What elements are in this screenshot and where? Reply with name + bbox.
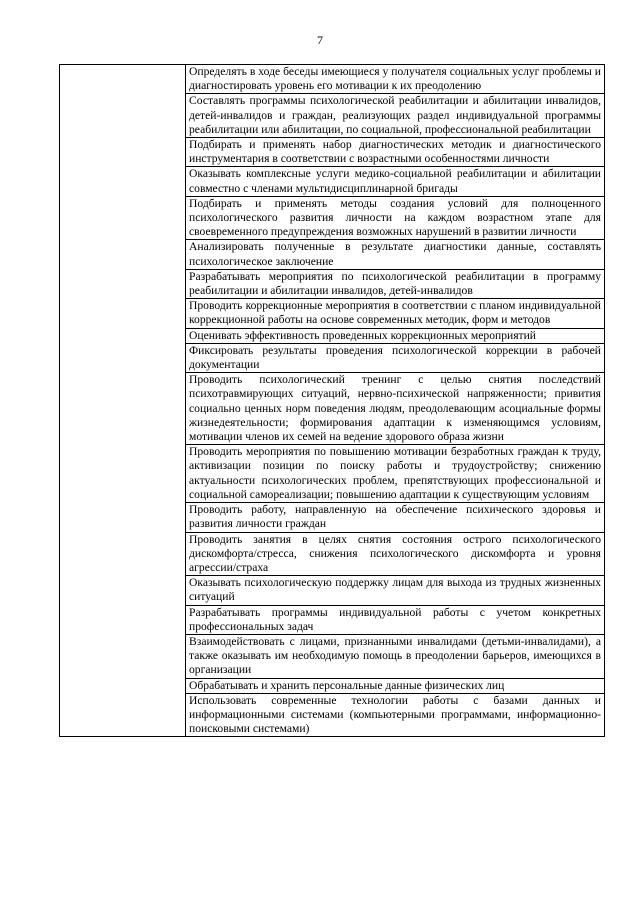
duty-text: Проводить работу, направленную на обеспечение психического здоровья и развития личности граждан: [189, 503, 601, 531]
page-number: 7: [317, 33, 323, 47]
duty-text: Подбирать и применять набор диагностических методик и диагностического инструментария в соответствии с возрастными особенностями личности: [189, 138, 601, 166]
duty-cell: [186, 299, 605, 328]
duty-cell: [186, 634, 605, 678]
duty-cell: [186, 269, 605, 298]
duty-text: Фиксировать результаты проведения психологической коррекции в рабочей документации: [189, 343, 601, 372]
duty-cell: [186, 167, 605, 196]
duty-text: Разрабатывать мероприятия по психологической реабилитации в программу реабилитации и абилитации инвалидов, детей-инвалидов: [189, 269, 601, 298]
duty-cell: [186, 605, 605, 634]
duty-cell: [186, 328, 605, 343]
duty-cell: [186, 693, 605, 737]
merged-left-cell: [60, 65, 186, 737]
duty-text: Обрабатывать и хранить персональные данные физических лиц: [189, 678, 505, 692]
duty-cell: [186, 678, 605, 693]
duty-text: Взаимодействовать с лицами, признанными инвалидами (детьми-инвалидами), а также оказывать им необходимую помощь в преодолении барьеров, имеющихся в организации: [189, 634, 601, 677]
duty-text: Проводить коррекционные мероприятия в соответствии с планом индивидуальной коррекционной работы на основе современных методик, форм и методов: [189, 299, 601, 327]
duty-cell: [186, 343, 605, 372]
labor-actions-table: [59, 64, 605, 737]
duty-text: Оказывать психологическую поддержку лицам для выхода из трудных жизненных ситуаций: [189, 576, 601, 604]
duty-text: Оценивать эффективность проведенных коррекционных мероприятий: [189, 328, 537, 342]
duty-cell: [186, 240, 605, 269]
duty-text: Использовать современные технологии работы с базами данных и информационными системами (компьютерными программами, информационно-поисковыми системами): [189, 693, 601, 736]
duty-text: Оказывать комплексные услуги медико-социальной реабилитации и абилитации совместно с членами мультидисциплинарной бригады: [189, 167, 601, 195]
duty-cell: [186, 373, 605, 445]
duty-text: Определять в ходе беседы имеющиеся у получателя социальных услуг проблемы и диагностировать уровень его мотивации к их преодолению: [189, 65, 601, 93]
duty-text: Проводить занятия в целях снятия состояния острого психологического дискомфорта/стресса, снижения психологического дискомфорта и уровня агрессии/страха: [189, 532, 601, 574]
table-row: [60, 65, 605, 94]
duty-text: Проводить психологический тренинг с целью снятия последствий психотравмирующих ситуаций, нервно-психической напряженности; привития социально ценных норм поведения людям, преодолевающим асоциальные формы жизнедеятельности; формирования адаптации к изменяющимся условиям, мотивации членов их семей на ведение здорового образа жизни: [189, 373, 601, 444]
duty-cell: [186, 445, 605, 503]
duty-cell: [186, 196, 605, 240]
duty-text: Проводить мероприятия по повышению мотивации безработных граждан к труду, активизации позиции по поиску работы и трудоустройству; снижению актуальности психологических проблем, препятствующих профессиональной и социальной самореализации; повышению адаптации к существующим условиям: [189, 445, 601, 501]
duty-cell: [186, 576, 605, 605]
table-body: [60, 65, 605, 737]
duty-text: Анализировать полученные в результате диагностики данные, составлять психологическое заключение: [189, 240, 601, 268]
duty-text: Составлять программы психологической реабилитации и абилитации инвалидов, детей-инвалидов и граждан, реализующих раздел индивидуальной программы реабилитации или абилитации, по социальной, профессиональной реабилитации: [189, 94, 601, 136]
duty-cell: [186, 503, 605, 532]
duty-cell: [186, 94, 605, 138]
duty-text: Разрабатывать программы индивидуальной работы с учетом конкретных профессиональных задач: [189, 605, 601, 633]
duty-cell: [186, 532, 605, 576]
duty-cell: [186, 138, 605, 167]
duty-cell: [186, 65, 605, 94]
duty-text: Подбирать и применять методы создания условий для полноценного психологического развития личности на каждом возрастном этапе для своевременного предупреждения возможных нарушений в развитии личности: [189, 196, 601, 239]
